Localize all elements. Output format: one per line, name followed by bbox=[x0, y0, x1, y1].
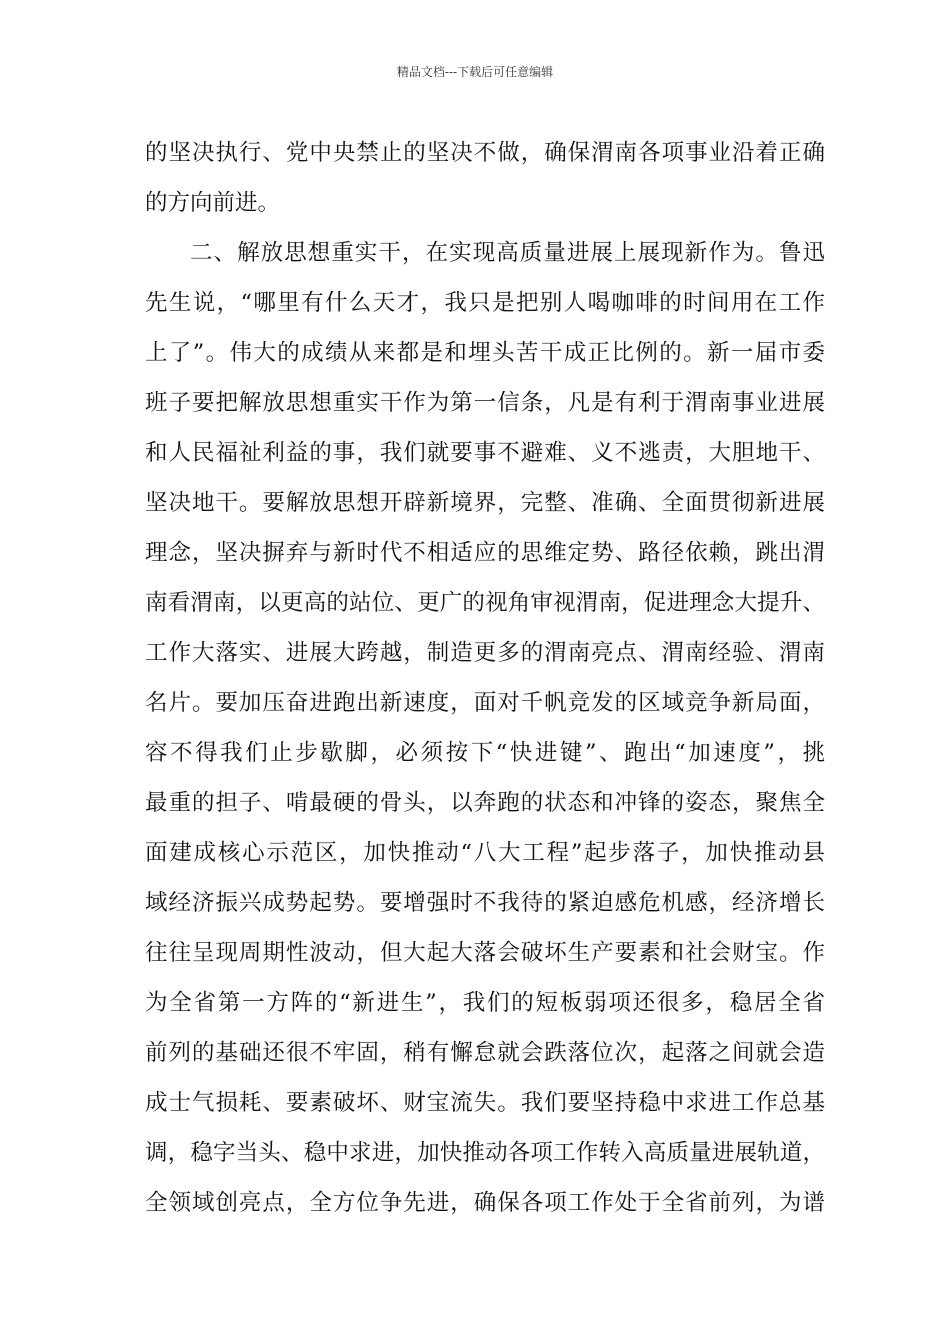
text-line: 南看渭南，以更高的站位、更广的视角审视渭南，促进理念大提升、 bbox=[145, 590, 825, 616]
text-line: 成士气损耗、要素破坏、财宝流失。我们要坚持稳中求进工作总基 bbox=[145, 1090, 825, 1116]
text-line: 的坚决执行、党中央禁止的坚决不做，确保渭南各项事业沿着正确 bbox=[145, 140, 825, 166]
text-line: 最重的担子、啃最硬的骨头，以奔跑的状态和冲锋的姿态，聚焦全 bbox=[145, 790, 825, 816]
text-line: 名片。要加压奋进跑出新速度，面对千帆竞发的区域竞争新局面， bbox=[145, 690, 825, 716]
text-line: 先生说，“哪里有什么天才，我只是把别人喝咖啡的时间用在工作 bbox=[145, 290, 825, 316]
text-line: 班子要把解放思想重实干作为第一信条，凡是有利于渭南事业进展 bbox=[145, 390, 825, 416]
text-line: 理念，坚决摒弃与新时代不相适应的思维定势、路径依赖，跳出渭 bbox=[145, 540, 825, 566]
text-line: 域经济振兴成势起势。要增强时不我待的紧迫感危机感，经济增长 bbox=[145, 890, 825, 916]
paragraph-first-line: 二、解放思想重实干，在实现高质量进展上展现新作为。鲁迅 bbox=[190, 240, 825, 266]
text-line: 和人民福祉利益的事，我们就要事不避难、义不逃责，大胆地干、 bbox=[145, 440, 825, 466]
text-line: 调，稳字当头、稳中求进，加快推动各项工作转入高质量进展轨道， bbox=[145, 1140, 825, 1166]
text-line: 工作大落实、进展大跨越，制造更多的渭南亮点、渭南经验、渭南 bbox=[145, 640, 825, 666]
text-line: 的方向前进。 bbox=[145, 190, 281, 216]
text-line: 往往呈现周期性波动，但大起大落会破坏生产要素和社会财宝。作 bbox=[145, 940, 825, 966]
text-line: 上了”。伟大的成绩从来都是和埋头苦干成正比例的。新一届市委 bbox=[145, 340, 825, 366]
document-body bbox=[145, 128, 825, 1228]
page-header: 精品文档---下载后可任意编辑 bbox=[396, 65, 554, 79]
text-line: 容不得我们止步歇脚，必须按下“快进键”、跑出“加速度”，挑 bbox=[145, 740, 825, 766]
text-line: 前列的基础还很不牢固，稍有懈怠就会跌落位次，起落之间就会造 bbox=[145, 1040, 825, 1066]
text-line: 面建成核心示范区，加快推动“八大工程”起步落子，加快推动县 bbox=[145, 840, 825, 866]
text-line: 全领域创亮点，全方位争先进，确保各项工作处于全省前列，为谱 bbox=[145, 1190, 825, 1216]
text-line: 为全省第一方阵的“新进生”，我们的短板弱项还很多，稳居全省 bbox=[145, 990, 825, 1016]
text-line: 坚决地干。要解放思想开辟新境界，完整、准确、全面贯彻新进展 bbox=[145, 490, 825, 516]
